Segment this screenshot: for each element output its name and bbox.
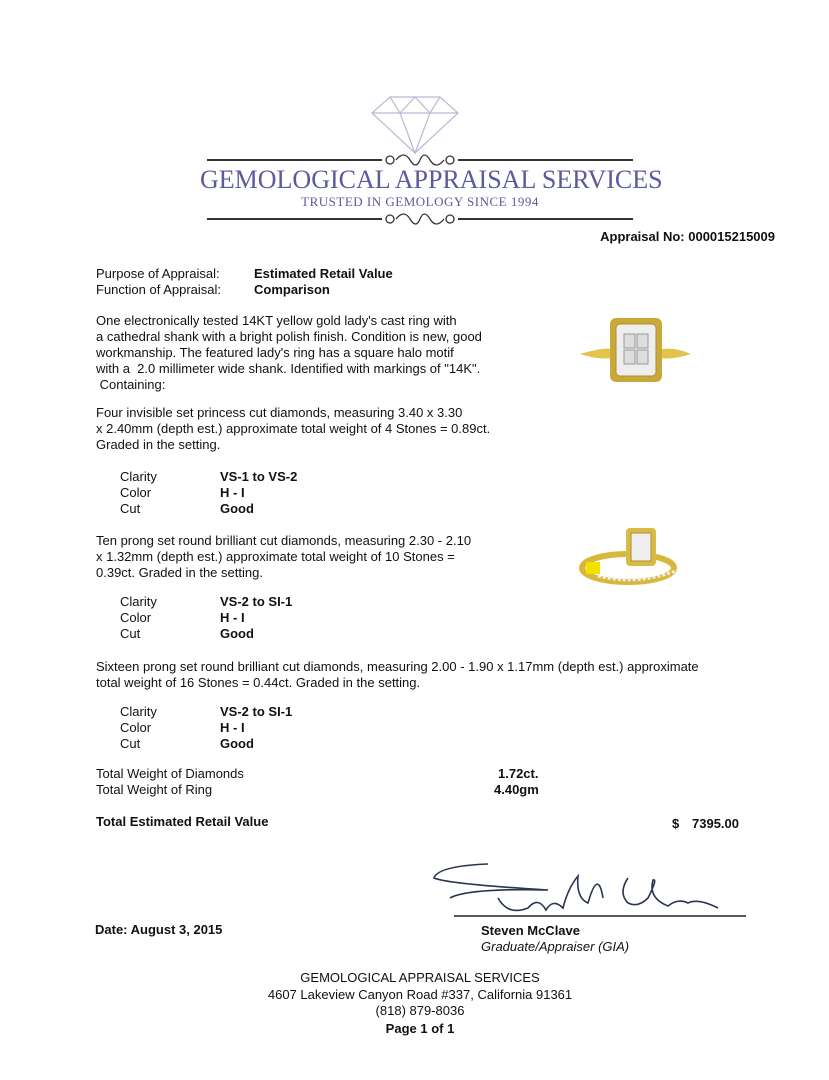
grade-value: VS-2 to SI-1 <box>220 704 293 719</box>
purpose-label: Purpose of Appraisal: <box>96 266 220 281</box>
header-rule-top <box>458 159 633 161</box>
stone-group-line: Ten prong set round brilliant cut diamonds, measuring 2.30 - 2.10 <box>96 533 472 548</box>
grade-label: Color <box>120 610 152 625</box>
grade-label: Color <box>120 485 152 500</box>
signature-image <box>428 858 748 920</box>
description-line: with a 2.0 millimeter wide shank. Identified with markings of "14K". <box>96 361 481 376</box>
footer-phone: (818) 879-8036 <box>375 1003 465 1018</box>
total-ring-label: Total Weight of Ring <box>96 782 213 797</box>
stone-group-line: Sixteen prong set round brilliant cut diamonds, measuring 2.00 - 1.90 x 1.17mm (depth est.) approximate <box>96 659 699 674</box>
grade-value: H - I <box>220 610 245 625</box>
grade-value: VS-1 to VS-2 <box>220 469 298 484</box>
grade-label: Clarity <box>120 704 157 719</box>
company-tagline: TRUSTED IN GEMOLOGY SINCE 1994 <box>301 194 539 209</box>
grade-value: Good <box>220 501 254 516</box>
grade-value: Good <box>220 626 254 641</box>
grade-label: Cut <box>120 501 141 516</box>
total-ring-value: 4.40gm <box>494 782 539 797</box>
description-line: One electronically tested 14KT yellow gold lady's cast ring with <box>96 313 457 328</box>
grade-value: H - I <box>220 485 245 500</box>
appraisal-date: Date: August 3, 2015 <box>95 922 223 937</box>
stone-group-line: total weight of 16 Stones = 0.44ct. Graded in the setting. <box>96 675 421 690</box>
retail-value: 7395.00 <box>692 816 739 831</box>
ring-photo-side <box>578 518 693 593</box>
function-value: Comparison <box>254 282 330 297</box>
header-rule-top <box>207 159 382 161</box>
appraiser-title: Graduate/Appraiser (GIA) <box>481 939 630 954</box>
total-diamonds-label: Total Weight of Diamonds <box>96 766 244 781</box>
description-line: workmanship. The featured lady's ring has a square halo motif <box>96 345 454 360</box>
grade-value: VS-2 to SI-1 <box>220 594 293 609</box>
diamond-logo-icon <box>370 95 460 155</box>
ring-photo-top <box>578 310 693 388</box>
footer-address: 4607 Lakeview Canyon Road #337, California 91361 <box>267 987 573 1002</box>
total-retail-label: Total Estimated Retail Value <box>96 814 269 829</box>
stone-group-line: x 2.40mm (depth est.) approximate total weight of 4 Stones = 0.89ct. <box>96 421 491 436</box>
stone-group-line: x 1.32mm (depth est.) approximate total weight of 10 Stones = <box>96 549 455 564</box>
page-number: Page 1 of 1 <box>385 1021 455 1036</box>
company-logo-title: GEMOLOGICAL APPRAISAL SERVICES <box>200 165 663 194</box>
description-line: a cathedral shank with a bright polish finish. Condition is new, good <box>96 329 482 344</box>
retail-currency: $ <box>672 816 680 831</box>
stone-group-line: Four invisible set princess cut diamonds, measuring 3.40 x 3.30 <box>96 405 463 420</box>
appraiser-name: Steven McClave <box>481 923 580 938</box>
grade-label: Cut <box>120 626 141 641</box>
description-line: Containing: <box>96 377 166 392</box>
appraisal-number: Appraisal No: 000015215009 <box>600 229 775 244</box>
header-rule-bottom <box>207 218 382 220</box>
grade-label: Clarity <box>120 469 157 484</box>
stone-group-line: 0.39ct. Graded in the setting. <box>96 565 263 580</box>
ornament-icon <box>382 209 458 229</box>
purpose-value: Estimated Retail Value <box>254 266 393 281</box>
footer-company: GEMOLOGICAL APPRAISAL SERVICES <box>300 970 540 985</box>
grade-label: Clarity <box>120 594 157 609</box>
grade-label: Color <box>120 720 152 735</box>
grade-value: H - I <box>220 720 245 735</box>
total-diamonds-value: 1.72ct. <box>498 766 539 781</box>
stone-group-line: Graded in the setting. <box>96 437 221 452</box>
function-label: Function of Appraisal: <box>96 282 222 297</box>
grade-value: Good <box>220 736 254 751</box>
grade-label: Cut <box>120 736 141 751</box>
header-rule-bottom <box>458 218 633 220</box>
